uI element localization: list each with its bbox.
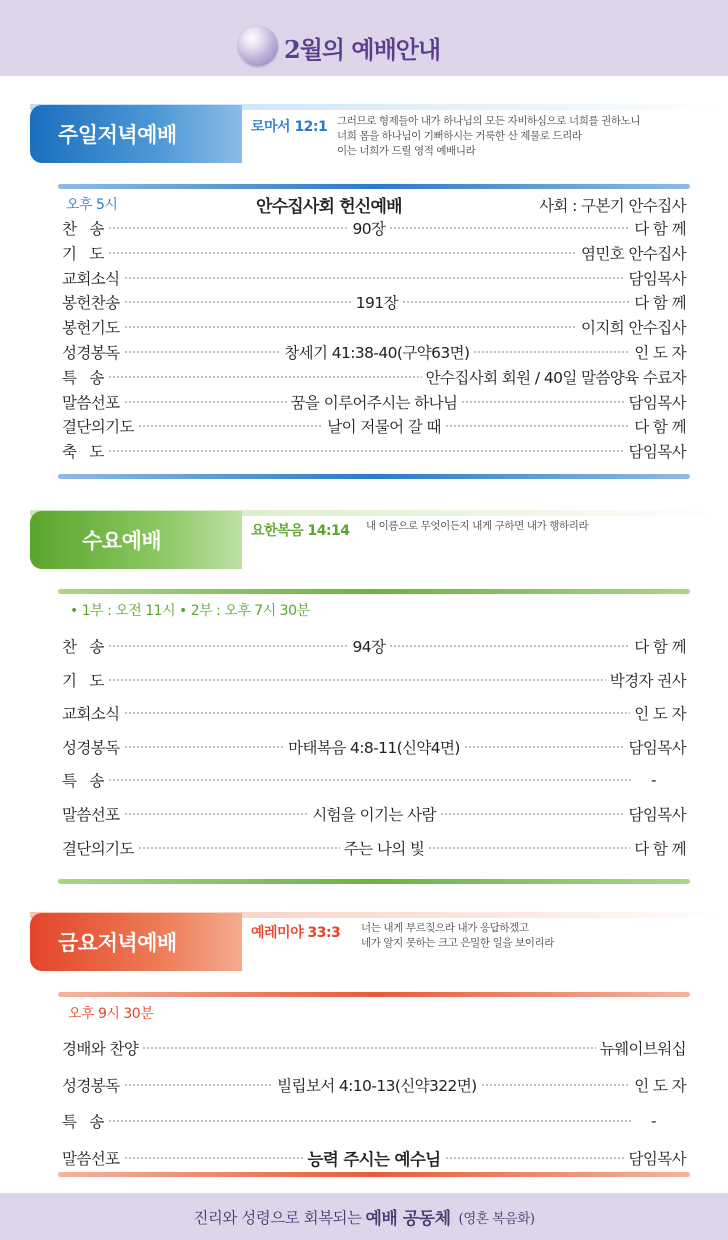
order-detail: 창세기 41:38-40(구약63면): [284, 344, 470, 362]
order-value: 박경자 권사: [609, 671, 686, 690]
order-row: [62, 390, 686, 414]
leader-dots: [445, 425, 630, 427]
order-label: 특 송: [62, 368, 104, 387]
order-value: 인 도 자: [634, 705, 686, 724]
order-detail: 94장: [352, 638, 386, 656]
page-header: [0, 0, 728, 76]
order-row: [62, 266, 686, 290]
order-value: 안수집사회 회원 / 40일 말씀양육 수료자: [425, 368, 686, 387]
leader-dots: [108, 645, 349, 647]
order-label: 결단의기도: [62, 418, 134, 437]
order-row: [62, 1036, 686, 1060]
order-row: [62, 634, 686, 658]
order-detail: 능력 주시는 예수님: [307, 1149, 441, 1169]
order-label: 교회소식: [62, 269, 120, 288]
order-value: 다 함 께: [634, 418, 686, 437]
leader-dots: [124, 813, 309, 815]
order-value: 다 함 께: [634, 294, 687, 313]
order-label: 찬 송: [62, 638, 104, 656]
order-detail: 마태복음 4:8-11(신약4면): [288, 738, 460, 757]
verse-line: 네가 알지 못하는 크고 은밀한 일을 보이리라: [361, 937, 554, 949]
wednesday-badge: 수요예배: [30, 511, 242, 569]
verse-line: 이는 너희가 드릴 영적 예배니라: [337, 145, 476, 157]
order-label: 특 송: [62, 772, 104, 791]
order-row: [62, 802, 686, 826]
order-row: [62, 735, 686, 759]
order-detail: 주는 나의 빛: [343, 839, 425, 858]
order-value: -: [651, 771, 656, 790]
order-row: [62, 768, 686, 792]
pearl-orb-icon: [238, 26, 278, 66]
order-label: 말씀선포: [62, 1149, 120, 1168]
wednesday-box-top: [58, 589, 690, 594]
wednesday-box-bottom: [58, 879, 690, 884]
leader-dots: [124, 326, 578, 328]
order-detail: 날이 저물어 갈 때: [327, 418, 441, 437]
leader-dots: [389, 227, 630, 229]
leader-dots: [124, 1084, 274, 1086]
order-value: 염민호 안수집사: [581, 244, 686, 263]
sunday-box-bottom: [58, 474, 690, 479]
leader-dots: [440, 813, 625, 815]
order-value: 이지희 안수집사: [581, 319, 686, 338]
order-label: 결단의기도: [62, 839, 134, 858]
footer-text: 진리와 성령으로 회복되는: [193, 1208, 362, 1227]
order-label: 성경봉독: [62, 738, 120, 757]
leader-dots: [138, 847, 340, 849]
verse-line: 너희 몸을 하나님이 기뻐하시는 거룩한 산 제물로 드리라: [337, 130, 582, 142]
leader-dots: [108, 1120, 633, 1122]
order-value: 담임목사: [628, 443, 686, 462]
order-label: 찬 송: [62, 220, 104, 238]
order-value: 담임목사: [628, 806, 687, 824]
friday-box-bottom: [58, 1172, 690, 1177]
order-label: 경배와 찬양: [62, 1040, 139, 1058]
sunday-host: 사회 : 구본기 안수집사: [539, 197, 686, 215]
leader-dots: [124, 1157, 304, 1159]
order-row: [62, 241, 686, 265]
order-row: [62, 290, 686, 314]
order-row: [62, 701, 686, 725]
sunday-badge: 주일저녁예배: [30, 105, 242, 163]
order-label: 봉헌찬송: [62, 294, 120, 313]
order-value: 인 도 자: [634, 344, 687, 362]
order-value: 다 함 께: [634, 638, 687, 656]
sunday-time: 오후 5시: [66, 197, 118, 213]
order-label: 말씀선포: [62, 806, 120, 824]
order-value: -: [651, 1112, 656, 1130]
friday-time: 오후 9시 30분: [68, 1006, 154, 1022]
verse-line: 너는 내게 부르짖으라 내가 응답하겠고: [361, 922, 529, 934]
leader-dots: [428, 847, 630, 849]
order-value: 다 함 께: [634, 839, 686, 858]
footer-emphasis: 예배 공동체: [365, 1209, 451, 1229]
verse-line: 내 이름으로 무엇이든지 내게 구하면 내가 행하리라: [366, 520, 589, 532]
order-label: 기 도: [62, 244, 104, 263]
verse-line: 그러므로 형제들아 내가 하나님의 모든 자비하심으로 너희를 권하노니: [337, 115, 641, 127]
order-row: [62, 836, 686, 860]
wednesday-time: • 1부 : 오전 11시 • 2부 : 오후 7시 30분: [70, 603, 310, 619]
leader-dots: [108, 227, 349, 229]
leader-dots: [138, 425, 323, 427]
leader-dots: [124, 401, 287, 403]
order-row: [62, 1073, 686, 1097]
order-value: 다 함 께: [634, 220, 687, 238]
order-value: 인 도 자: [634, 1076, 687, 1095]
leader-dots: [124, 277, 625, 279]
order-detail: 191장: [355, 294, 398, 313]
order-label: 성경봉독: [62, 344, 120, 362]
order-label: 성경봉독: [62, 1076, 120, 1095]
order-row: [62, 365, 686, 389]
order-row: [62, 668, 686, 692]
order-label: 특 송: [62, 1113, 104, 1131]
leader-dots: [402, 301, 630, 303]
page-footer: [0, 1193, 728, 1240]
leader-dots: [124, 351, 281, 353]
leader-dots: [481, 1084, 631, 1086]
leader-dots: [461, 401, 624, 403]
order-row: [62, 216, 686, 240]
order-value: 뉴웨이브워십: [599, 1040, 686, 1058]
leader-dots: [142, 1047, 596, 1049]
order-row: [62, 340, 686, 364]
friday-verse-ref: 예레미야 33:3: [251, 925, 341, 941]
leader-dots: [445, 1157, 625, 1159]
sunday-verse-text: [337, 114, 640, 159]
leader-dots: [108, 679, 606, 681]
order-value: 담임목사: [628, 738, 687, 757]
leader-dots: [389, 645, 630, 647]
order-row: [62, 414, 686, 438]
order-row: [62, 1146, 686, 1170]
order-detail: 빌립보서 4:10-13(신약322면): [277, 1076, 477, 1095]
order-label: 말씀선포: [62, 393, 120, 412]
friday-verse-text: [361, 921, 554, 951]
wednesday-verse-text: [366, 519, 588, 534]
order-value: 담임목사: [628, 269, 686, 288]
leader-dots: [124, 301, 352, 303]
page-title: 2월의 예배안내: [284, 35, 441, 64]
leader-dots: [108, 779, 633, 781]
sunday-verse-ref: 로마서 12:1: [251, 119, 328, 135]
leader-dots: [473, 351, 630, 353]
order-row: [62, 315, 686, 339]
wednesday-verse-ref: 요한복음 14:14: [251, 523, 350, 539]
leader-dots: [124, 712, 631, 714]
sunday-event-title: 안수집사회 헌신예배: [256, 197, 402, 217]
order-detail: 꿈을 이루어주시는 하나님: [290, 393, 458, 412]
order-label: 교회소식: [62, 705, 120, 724]
order-label: 축 도: [62, 443, 104, 462]
order-value: 담임목사: [628, 393, 687, 412]
order-detail: 시험을 이기는 사람: [312, 806, 436, 824]
footer-note: (영혼 복음화): [458, 1210, 535, 1227]
friday-box-top: [58, 992, 690, 997]
order-label: 기 도: [62, 671, 104, 690]
leader-dots: [464, 746, 625, 748]
order-row: [62, 439, 686, 463]
friday-badge: 금요저녁예배: [30, 913, 242, 971]
order-value: 담임목사: [628, 1149, 687, 1168]
leader-dots: [108, 252, 577, 254]
leader-dots: [108, 450, 625, 452]
order-label: 봉헌기도: [62, 319, 120, 338]
leader-dots: [124, 746, 285, 748]
leader-dots: [108, 376, 422, 378]
order-detail: 90장: [352, 220, 386, 238]
sunday-box-top: [58, 184, 690, 189]
order-row: [62, 1109, 686, 1133]
